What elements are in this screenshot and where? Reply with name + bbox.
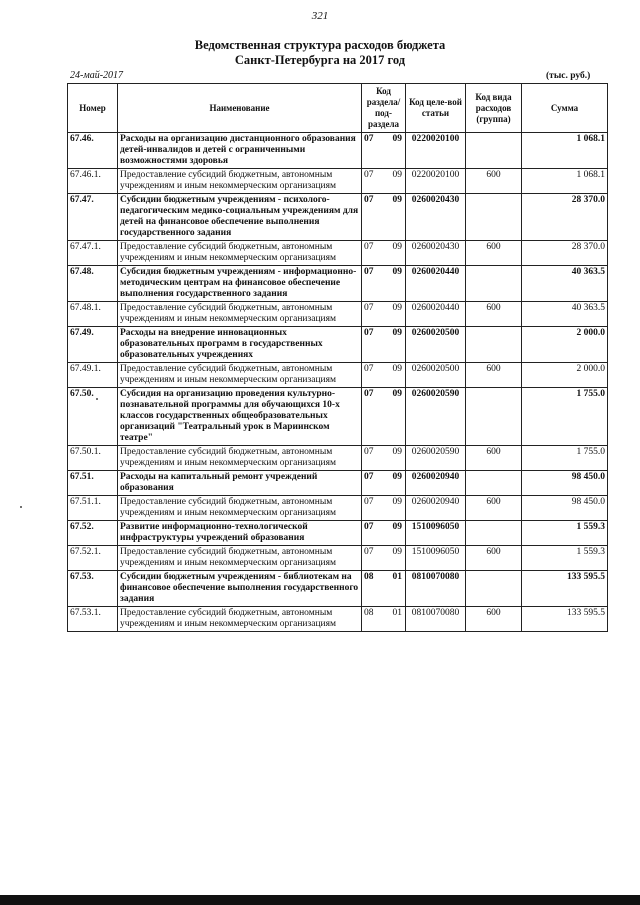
row-section-code	[362, 363, 406, 388]
row-number: 67.50.	[68, 388, 118, 446]
row-number: 67.48.	[68, 266, 118, 302]
row-podrazdel: 09	[392, 522, 402, 532]
row-sum: 40 363.5	[522, 266, 608, 302]
row-target-code: 0810070080	[406, 607, 466, 632]
row-kind-code: 600	[466, 496, 522, 521]
row-number: 67.52.1.	[68, 546, 118, 571]
document-date: 24-май-2017	[70, 70, 124, 81]
table-row	[68, 169, 608, 194]
table-row	[68, 327, 608, 363]
row-number: 67.52.	[68, 521, 118, 546]
row-name: Расходы на организацию дистанционного образования детей-инвалидов и детей с ограниченными возможностями здоровья	[118, 133, 362, 169]
table-row	[68, 266, 608, 302]
row-razdel: 07	[364, 134, 374, 144]
row-sum: 133 595.5	[522, 571, 608, 607]
row-section-code	[362, 388, 406, 446]
row-podrazdel: 01	[392, 572, 402, 582]
row-name: Развитие информационно-технологической инфраструктуры учреждений образования	[118, 521, 362, 546]
table-body	[68, 133, 608, 632]
scan-speck	[20, 506, 22, 508]
row-sum: 40 363.5	[522, 302, 608, 327]
row-target-code: 0260020430	[406, 194, 466, 241]
row-kind-code: 600	[466, 446, 522, 471]
row-target-code: 0220020100	[406, 133, 466, 169]
row-kind-code: 600	[466, 546, 522, 571]
row-name: Расходы на внедрение инновационных образовательных программ в государственных образовательных учреждениях	[118, 327, 362, 363]
row-razdel: 08	[364, 572, 374, 582]
units-label: (тыс. руб.)	[546, 71, 591, 81]
row-kind-code: 600	[466, 169, 522, 194]
table-header-row	[68, 84, 608, 133]
row-target-code: 0260020430	[406, 241, 466, 266]
row-number: 67.47.	[68, 194, 118, 241]
row-kind-code	[466, 133, 522, 169]
table-row	[68, 607, 608, 632]
row-sum: 1 755.0	[522, 446, 608, 471]
row-number: 67.50.1.	[68, 446, 118, 471]
row-name: Предоставление субсидий бюджетным, автономным учреждениям и иным некоммерческим организациям	[118, 496, 362, 521]
header-number: Номер	[68, 84, 118, 133]
row-kind-code	[466, 266, 522, 302]
row-kind-code: 600	[466, 363, 522, 388]
row-razdel: 07	[364, 364, 374, 374]
row-number: 67.49.1.	[68, 363, 118, 388]
row-name: Предоставление субсидий бюджетным, автономным учреждениям и иным некоммерческим организациям	[118, 363, 362, 388]
row-name: Предоставление субсидий бюджетным, автономным учреждениям и иным некоммерческим организациям	[118, 302, 362, 327]
row-razdel: 07	[364, 303, 374, 313]
row-section-code	[362, 521, 406, 546]
row-kind-code	[466, 571, 522, 607]
row-podrazdel: 09	[392, 447, 402, 457]
budget-table	[67, 83, 608, 632]
table-row	[68, 241, 608, 266]
row-section-code	[362, 546, 406, 571]
row-name: Предоставление субсидий бюджетным, автономным учреждениям и иным некоммерческим организациям	[118, 241, 362, 266]
row-name: Предоставление субсидий бюджетным, автономным учреждениям и иным некоммерческим организациям	[118, 446, 362, 471]
table-row	[68, 446, 608, 471]
row-razdel: 07	[364, 267, 374, 277]
row-podrazdel: 09	[392, 303, 402, 313]
row-target-code: 1510096050	[406, 521, 466, 546]
table-row	[68, 363, 608, 388]
row-target-code: 0810070080	[406, 571, 466, 607]
row-target-code: 0260020940	[406, 471, 466, 496]
row-number: 67.51.1.	[68, 496, 118, 521]
table-row	[68, 471, 608, 496]
row-target-code: 0260020440	[406, 266, 466, 302]
row-podrazdel: 09	[392, 497, 402, 507]
row-podrazdel: 01	[392, 608, 402, 618]
row-section-code	[362, 169, 406, 194]
row-name: Субсидия на организацию проведения культурно-познавательной программы для обучающихся 10-х классов государственных общеобразовательных организаций "Театральный урок в Мариинском театре"	[118, 388, 362, 446]
header-name: Наименование	[118, 84, 362, 133]
row-razdel: 07	[364, 389, 374, 399]
row-kind-code: 600	[466, 607, 522, 632]
row-kind-code	[466, 194, 522, 241]
row-kind-code: 600	[466, 302, 522, 327]
row-section-code	[362, 327, 406, 363]
row-sum: 98 450.0	[522, 471, 608, 496]
row-kind-code	[466, 471, 522, 496]
row-razdel: 08	[364, 608, 374, 618]
row-razdel: 07	[364, 170, 374, 180]
header-sum: Сумма	[522, 84, 608, 133]
table-row	[68, 496, 608, 521]
row-target-code: 0260020590	[406, 446, 466, 471]
row-razdel: 07	[364, 242, 374, 252]
row-podrazdel: 09	[392, 364, 402, 374]
row-section-code	[362, 571, 406, 607]
row-section-code	[362, 446, 406, 471]
row-podrazdel: 09	[392, 242, 402, 252]
row-razdel: 07	[364, 328, 374, 338]
row-sum: 133 595.5	[522, 607, 608, 632]
row-podrazdel: 09	[392, 547, 402, 557]
row-number: 67.46.1.	[68, 169, 118, 194]
row-podrazdel: 09	[392, 134, 402, 144]
row-target-code: 1510096050	[406, 546, 466, 571]
row-kind-code: 600	[466, 241, 522, 266]
row-number: 67.53.	[68, 571, 118, 607]
scan-bottom-edge	[0, 895, 640, 905]
row-target-code: 0260020940	[406, 496, 466, 521]
table-row	[68, 521, 608, 546]
scan-speck	[96, 398, 98, 400]
row-sum: 1 068.1	[522, 133, 608, 169]
row-kind-code	[466, 521, 522, 546]
row-name: Субсидии бюджетным учреждениям - библиотекам на финансовое обеспечение выполнения государственного задания	[118, 571, 362, 607]
row-target-code: 0220020100	[406, 169, 466, 194]
row-razdel: 07	[364, 447, 374, 457]
row-sum: 1 559.3	[522, 546, 608, 571]
row-target-code: 0260020500	[406, 363, 466, 388]
row-sum: 2 000.0	[522, 363, 608, 388]
row-razdel: 07	[364, 195, 374, 205]
row-section-code	[362, 496, 406, 521]
row-section-code	[362, 471, 406, 496]
row-podrazdel: 09	[392, 267, 402, 277]
row-podrazdel: 09	[392, 170, 402, 180]
row-podrazdel: 09	[392, 195, 402, 205]
row-section-code	[362, 607, 406, 632]
row-sum: 1 068.1	[522, 169, 608, 194]
table-row	[68, 571, 608, 607]
row-sum: 28 370.0	[522, 194, 608, 241]
row-number: 67.53.1.	[68, 607, 118, 632]
row-name: Субсидии бюджетным учреждениям - психолого-педагогическим медико-социальным учреждениям для детей на финансовое обеспечение выполнения государственного задания	[118, 194, 362, 241]
row-number: 67.48.1.	[68, 302, 118, 327]
row-number: 67.46.	[68, 133, 118, 169]
table-row	[68, 133, 608, 169]
row-number: 67.51.	[68, 471, 118, 496]
row-section-code	[362, 302, 406, 327]
header-target: Код целе-вой статьи	[406, 84, 466, 133]
row-razdel: 07	[364, 547, 374, 557]
row-razdel: 07	[364, 472, 374, 482]
row-section-code	[362, 266, 406, 302]
row-podrazdel: 09	[392, 389, 402, 399]
row-target-code: 0260020440	[406, 302, 466, 327]
title-line-2: Санкт-Петербурга на 2017 год	[234, 53, 406, 67]
row-sum: 98 450.0	[522, 496, 608, 521]
row-target-code: 0260020590	[406, 388, 466, 446]
row-sum: 2 000.0	[522, 327, 608, 363]
row-kind-code	[466, 388, 522, 446]
row-razdel: 07	[364, 522, 374, 532]
row-sum: 28 370.0	[522, 241, 608, 266]
row-razdel: 07	[364, 497, 374, 507]
document-title	[0, 38, 640, 68]
row-name: Расходы на капитальный ремонт учреждений образования	[118, 471, 362, 496]
row-section-code	[362, 194, 406, 241]
row-target-code: 0260020500	[406, 327, 466, 363]
row-name: Предоставление субсидий бюджетным, автономным учреждениям и иным некоммерческим организациям	[118, 169, 362, 194]
row-kind-code	[466, 327, 522, 363]
table-row	[68, 388, 608, 446]
table-row	[68, 302, 608, 327]
row-section-code	[362, 133, 406, 169]
row-podrazdel: 09	[392, 328, 402, 338]
table-row	[68, 194, 608, 241]
table-row	[68, 546, 608, 571]
title-line-1: Ведомственная структура расходов бюджета	[194, 38, 446, 52]
row-number: 67.49.	[68, 327, 118, 363]
row-section-code	[362, 241, 406, 266]
row-name: Субсидия бюджетным учреждениям - информационно-методическим центрам на финансовое обеспечение выполнения государственного задания	[118, 266, 362, 302]
row-podrazdel: 09	[392, 472, 402, 482]
page-number: 321	[311, 10, 329, 22]
row-sum: 1 559.3	[522, 521, 608, 546]
row-name: Предоставление субсидий бюджетным, автономным учреждениям и иным некоммерческим организациям	[118, 607, 362, 632]
row-number: 67.47.1.	[68, 241, 118, 266]
row-name: Предоставление субсидий бюджетным, автономным учреждениям и иным некоммерческим организациям	[118, 546, 362, 571]
header-section: Код раздела/ под-раздела	[362, 84, 406, 133]
row-sum: 1 755.0	[522, 388, 608, 446]
header-kind: Код вида расходов (группа)	[466, 84, 522, 133]
